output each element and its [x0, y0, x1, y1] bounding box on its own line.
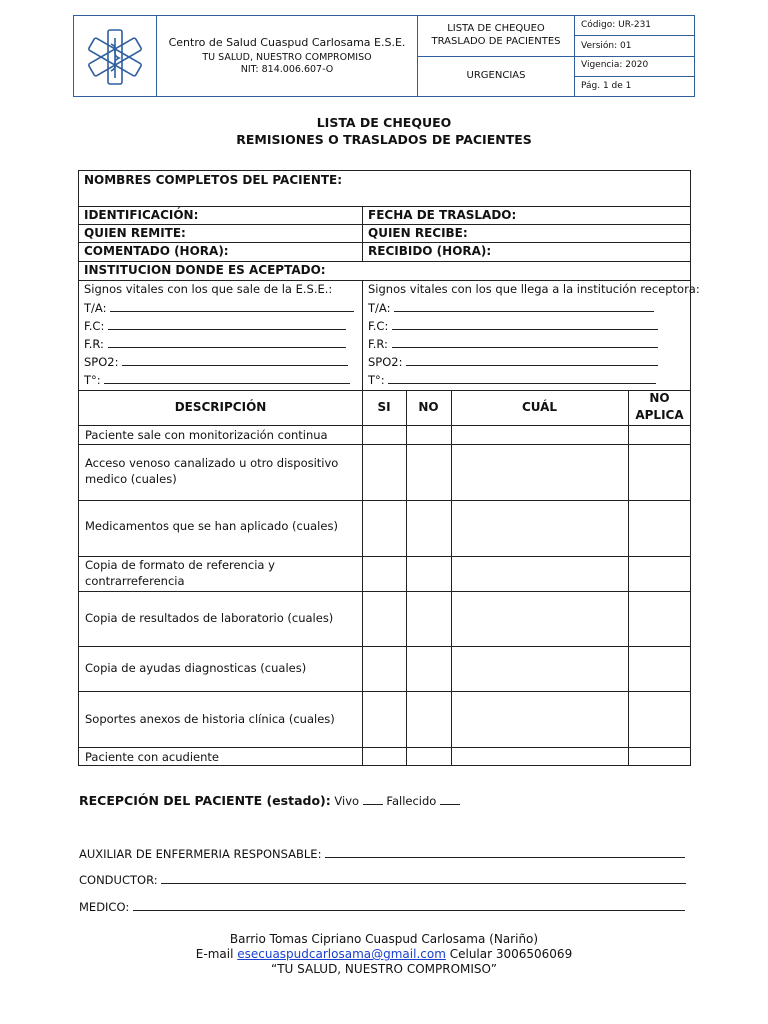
checklist-item-diagnostic-aids: Copia de ayudas diagnosticas (cuales)	[85, 661, 307, 675]
vitals-in-heading: Signos vitales con los que llega a la institución receptora:	[368, 282, 700, 296]
version-cell: Versión: 01	[581, 41, 632, 51]
auxiliar-label: AUXILIAR DE ENFERMERIA RESPONSABLE:	[79, 847, 322, 861]
referred-by-label: QUIEN REMITE:	[84, 226, 186, 240]
field-label: T/A:	[84, 301, 107, 315]
institution-slogan: TU SALUD, NUESTRO COMPROMISO	[202, 52, 372, 63]
field-label: F.R:	[84, 337, 104, 351]
commented-time-label: COMENTADO (HORA):	[84, 244, 229, 258]
col-header-si: SI	[377, 400, 391, 414]
patient-reception-status[interactable]	[79, 793, 460, 808]
col-header-no-aplica-1: NO	[649, 391, 670, 405]
medico-label: MEDICO:	[79, 900, 130, 914]
vitals-in-fc[interactable]	[368, 318, 658, 333]
doc-title-line-1: LISTA DE CHEQUEO	[447, 23, 545, 34]
main-subtitle: REMISIONES O TRASLADOS DE PACIENTES	[236, 132, 532, 147]
checklist-item-monitoring: Paciente sale con monitorización continua	[85, 428, 328, 442]
field-label: T°:	[84, 373, 101, 387]
vitals-out-fr[interactable]	[84, 336, 346, 351]
checklist-item-venous-access: Acceso venoso canalizado u otro dispositivo medico (cuales)	[85, 456, 339, 486]
col-header-cual: CUÁL	[521, 400, 558, 414]
accepting-institution-label: INSTITUCION DONDE ES ACEPTADO:	[84, 263, 326, 277]
vitals-in-ta[interactable]	[368, 300, 654, 315]
transfer-date-label: FECHA DE TRASLADO:	[368, 208, 517, 222]
checklist-item-referral-form: Copia de formato de referencia y contrarreferencia	[85, 558, 275, 588]
email-link[interactable]: esecuaspudcarlosama@gmail.com	[237, 947, 446, 961]
field-label: T/A:	[368, 301, 391, 315]
document-header	[73, 15, 695, 97]
received-time-label: RECIBIDO (HORA):	[368, 244, 492, 258]
patient-name-label: NOMBRES COMPLETOS DEL PACIENTE:	[84, 173, 343, 187]
vitals-out-heading: Signos vitales con los que sale de la E.S.E.:	[84, 282, 333, 296]
field-label: F.C:	[368, 319, 389, 333]
checklist-item-lab-results: Copia de resultados de laboratorio (cuales)	[85, 611, 334, 625]
checklist-table	[78, 390, 691, 766]
checklist-item-clinical-history: Soportes anexos de historia clínica (cuales)	[85, 712, 335, 726]
institution-nit: NIT: 814.006.607-O	[240, 64, 334, 75]
patient-info-table	[78, 170, 700, 391]
field-label: SPO2:	[84, 355, 119, 369]
received-by-label: QUIEN RECIBE:	[368, 226, 468, 240]
field-label: T°:	[368, 373, 385, 387]
phone-text: Celular 3006506069	[449, 947, 573, 961]
col-header-no: NO	[418, 400, 439, 414]
field-label: SPO2:	[368, 355, 403, 369]
medico-signature-line[interactable]	[79, 899, 685, 914]
vitals-in-temp[interactable]	[368, 372, 656, 387]
vitals-in-fr[interactable]	[368, 336, 658, 351]
main-title: LISTA DE CHEQUEO	[316, 115, 452, 130]
vitals-out-temp[interactable]	[84, 372, 350, 387]
vitals-out-ta[interactable]	[84, 300, 354, 315]
vitals-out-spo2[interactable]	[84, 354, 348, 369]
identification-label: IDENTIFICACIÓN:	[84, 208, 199, 222]
conductor-label: CONDUCTOR:	[79, 873, 158, 887]
checklist-item-medications: Medicamentos que se han aplicado (cuales)	[85, 519, 338, 533]
field-label: F.C:	[84, 319, 105, 333]
institution-name: Centro de Salud Cuaspud Carlosama E.S.E.	[168, 36, 406, 49]
vivo-label: Vivo	[334, 794, 360, 808]
star-of-life-icon	[82, 24, 148, 90]
vitals-in-spo2[interactable]	[368, 354, 658, 369]
footer-contact	[0, 947, 768, 962]
fallecido-label: Fallecido	[386, 794, 437, 808]
checklist-item-companion: Paciente con acudiente	[85, 750, 219, 764]
doc-title-line-2: TRASLADO DE PACIENTES	[431, 36, 561, 47]
conductor-signature-line[interactable]	[79, 872, 686, 887]
area-label: URGENCIAS	[466, 70, 526, 81]
footer-address: Barrio Tomas Cipriano Cuaspud Carlosama (Nariño)	[229, 932, 539, 946]
col-header-description: DESCRIPCIÓN	[174, 400, 267, 414]
footer-slogan: “TU SALUD, NUESTRO COMPROMISO”	[271, 962, 497, 976]
email-label: E-mail	[195, 947, 234, 961]
vitals-out-fc[interactable]	[84, 318, 346, 333]
col-header-no-aplica-2: APLICA	[635, 408, 684, 422]
pagina-cell: Pág. 1 de 1	[581, 81, 632, 91]
vigencia-cell: Vigencia: 2020	[581, 60, 649, 70]
reception-label: RECEPCIÓN DEL PACIENTE (estado):	[79, 793, 331, 808]
codigo-cell: Código: UR-231	[581, 20, 652, 30]
auxiliar-signature-line[interactable]	[79, 846, 685, 861]
field-label: F.R:	[368, 337, 388, 351]
